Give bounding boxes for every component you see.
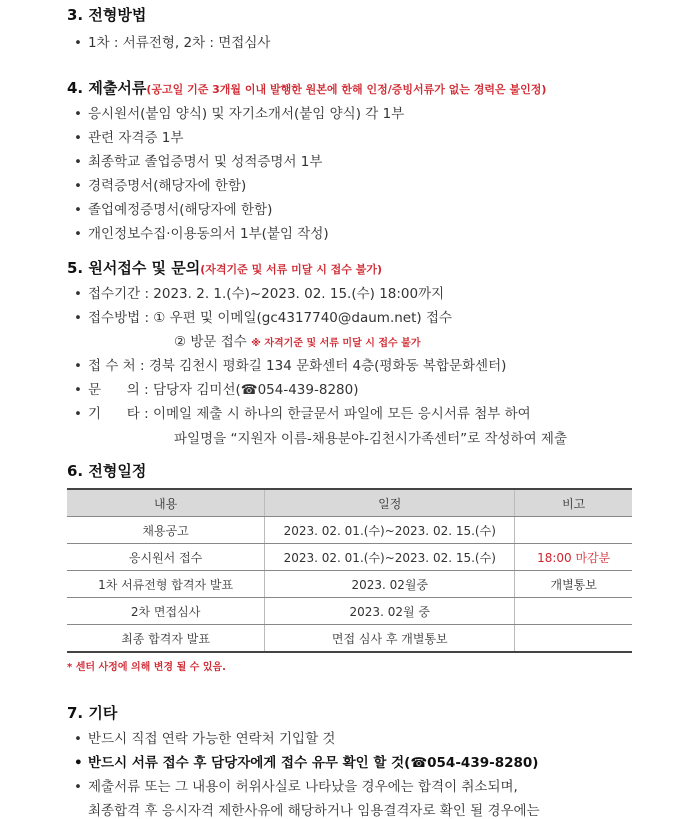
- etc-line-2: 파일명을 “지원자 이름-채용분야-김천시가족센터”로 작성하여 제출: [174, 431, 568, 447]
- table-row: [67, 625, 632, 653]
- table-cell: 응시원서 접수: [67, 544, 265, 571]
- table-cell: 2023. 02월 중: [265, 598, 515, 625]
- section-4-header: [67, 77, 546, 98]
- table-row: [67, 598, 632, 625]
- table-row: [67, 517, 632, 544]
- bullet-icon: •: [74, 130, 82, 146]
- table-cell: 1차 서류전형 합격자 발표: [67, 571, 265, 598]
- table-row: [67, 544, 632, 571]
- column-header: 일정: [265, 489, 515, 517]
- table-cell: 2차 면접심사: [67, 598, 265, 625]
- list-item: • 반드시 직접 연락 가능한 연락처 기입할 것: [74, 731, 336, 747]
- bullet-icon: •: [74, 202, 82, 218]
- list-item: • 반드시 서류 접수 후 담당자에게 접수 유무 확인 할 것(☎054-439-8280): [74, 755, 539, 771]
- table-cell: 면접 심사 후 개별통보: [265, 625, 515, 653]
- table-cell: 2023. 02월중: [265, 571, 515, 598]
- column-header: 내용: [67, 489, 265, 517]
- table-cell: 최종 합격자 발표: [67, 625, 265, 653]
- schedule-table: [67, 488, 632, 653]
- table-cell: 2023. 02. 01.(수)~2023. 02. 15.(수): [265, 517, 515, 544]
- bullet-icon: •: [74, 731, 82, 747]
- list-item: • 접수기간 : 2023. 2. 1.(수)~2023. 02. 15.(수) 18:00까지: [74, 286, 445, 302]
- table-header-row: [67, 489, 632, 517]
- list-item: • 1차 : 서류전형, 2차 : 면접심사: [74, 35, 271, 51]
- section-7-title: 7. 기타: [67, 704, 118, 722]
- bullet-icon: •: [74, 286, 82, 302]
- schedule-footnote: * 센터 사정에 의해 변경 될 수 있음.: [67, 662, 226, 673]
- list-item: • 응시원서(붙임 양식) 및 자기소개서(붙임 양식) 각 1부: [74, 106, 405, 122]
- section-5-title: 5. 원서접수 및 문의: [67, 259, 201, 277]
- bullet-icon: •: [74, 310, 82, 326]
- section-3-title: 3. 전형방법: [67, 6, 147, 24]
- table-cell: [515, 598, 632, 625]
- table-cell: [515, 625, 632, 653]
- bullet-icon: •: [74, 358, 82, 374]
- method-2-note: ※ 자격기준 및 서류 미달 시 접수 불가: [251, 338, 421, 349]
- list-item: • 개인정보수집·이용동의서 1부(붙임 작성): [74, 226, 329, 242]
- column-header: 비고: [515, 489, 632, 517]
- list-item: • 접수방법 : ① 우편 및 이메일(gc4317740@daum.net) 접수: [74, 310, 453, 326]
- list-item: • 최종학교 졸업증명서 및 성적증명서 1부: [74, 154, 323, 170]
- bullet-icon: •: [74, 35, 82, 51]
- list-item-continuation: 최종합격 후 응시자격 제한사유에 해당하거나 임용결격자로 확인 될 경우에는: [88, 803, 540, 819]
- list-item: • 문 의 : 담당자 김미선(☎054-439-8280): [74, 382, 359, 398]
- table-cell: [515, 517, 632, 544]
- bullet-icon: •: [74, 406, 82, 422]
- section-5-note: (자격기준 및 서류 미달 시 접수 불가): [200, 263, 383, 276]
- bullet-icon: •: [74, 178, 82, 194]
- section-4-note: (공고일 기준 3개월 이내 발행한 원본에 한해 인정/증빙서류가 없는 경력은 불인정): [146, 83, 547, 96]
- list-item: • 접 수 처 : 경북 김천시 평화길 134 문화센터 4층(평화동 복합문화센터): [74, 358, 507, 374]
- section-4-title: 4. 제출서류: [67, 79, 147, 97]
- table-cell: 18:00 마감분: [515, 544, 632, 571]
- list-item: • 졸업예정증명서(해당자에 한함): [74, 202, 273, 218]
- bullet-icon: •: [74, 382, 82, 398]
- list-item: • 관련 자격증 1부: [74, 130, 184, 146]
- method-2-line: ② 방문 접수 ※ 자격기준 및 서류 미달 시 접수 불가: [174, 334, 421, 350]
- list-item: • 제출서류 또는 그 내용이 허위사실로 나타났을 경우에는 합격이 취소되며,: [74, 779, 518, 795]
- section-6-title: 6. 전형일정: [67, 462, 147, 480]
- list-item: • 경력증명서(해당자에 한함): [74, 178, 247, 194]
- bullet-icon: •: [74, 779, 82, 795]
- table-cell: 2023. 02. 01.(수)~2023. 02. 15.(수): [265, 544, 515, 571]
- table-cell: 개별통보: [515, 571, 632, 598]
- bullet-icon: •: [74, 154, 82, 170]
- table-cell: 채용공고: [67, 517, 265, 544]
- list-item: • 기 타 : 이메일 제출 시 하나의 한글문서 파일에 모든 응시서류 첨부 하여: [74, 406, 531, 422]
- bullet-icon: •: [74, 755, 83, 771]
- bullet-icon: •: [74, 106, 82, 122]
- bullet-icon: •: [74, 226, 82, 242]
- section-5-header: [67, 257, 382, 278]
- table-row: [67, 571, 632, 598]
